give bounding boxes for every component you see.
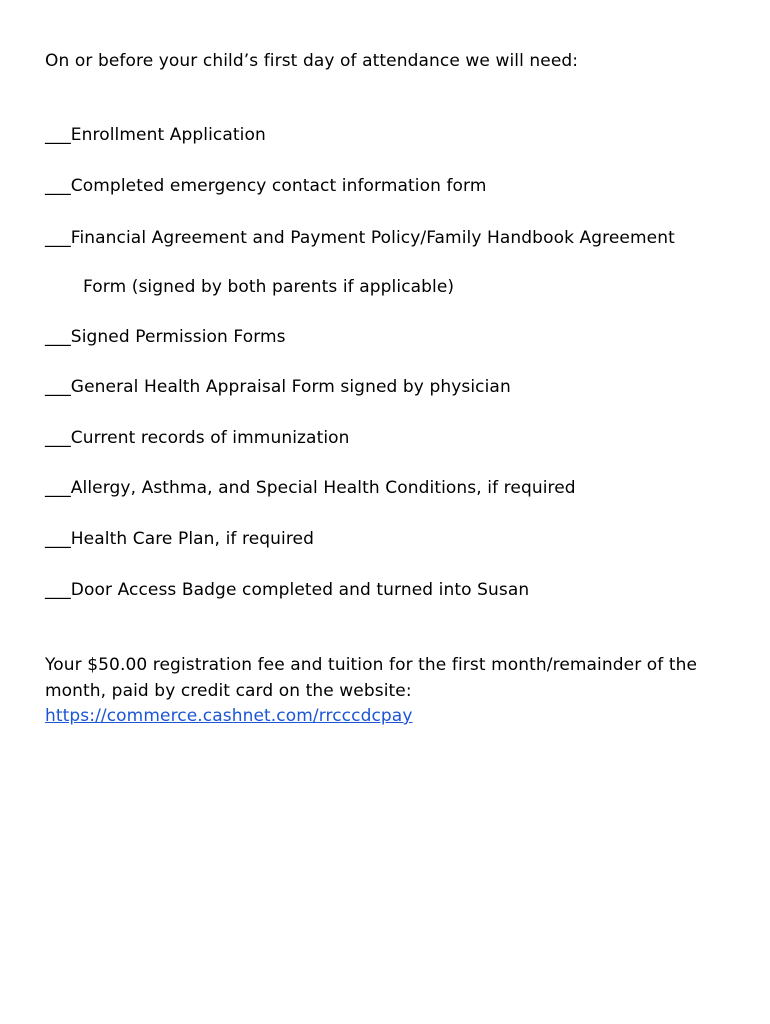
checklist-item-immunization-records: ___Current records of immunization [45, 428, 350, 448]
checklist-item-financial-agreement: ___Financial Agreement and Payment Policy/Family Handbook Agreement [45, 228, 675, 248]
checklist-item-enrollment-application: ___Enrollment Application [45, 125, 266, 145]
checklist-item-permission-forms: ___Signed Permission Forms [45, 327, 286, 347]
fee-text-line-1: Your $50.00 registration fee and tuition for the first month/remainder of the [45, 655, 698, 675]
checklist-item-health-care-plan: ___Health Care Plan, if required [45, 529, 315, 549]
intro-text: On or before your child’s first day of attendance we will need: [45, 51, 579, 71]
checklist-item-health-appraisal: ___General Health Appraisal Form signed by physician [45, 377, 511, 397]
checklist-item-door-access-badge: ___Door Access Badge completed and turned into Susan [45, 580, 530, 600]
checklist-item-emergency-contact-form: ___Completed emergency contact information form [45, 176, 487, 196]
checklist-item-financial-agreement-continuation: Form (signed by both parents if applicable) [83, 277, 455, 297]
checklist-item-allergy-asthma-conditions: ___Allergy, Asthma, and Special Health Conditions, if required [45, 478, 576, 498]
fee-text-line-2: month, paid by credit card on the website: [45, 681, 412, 701]
payment-website-link[interactable]: https://commerce.cashnet.com/rrcccdcpay [45, 706, 413, 726]
